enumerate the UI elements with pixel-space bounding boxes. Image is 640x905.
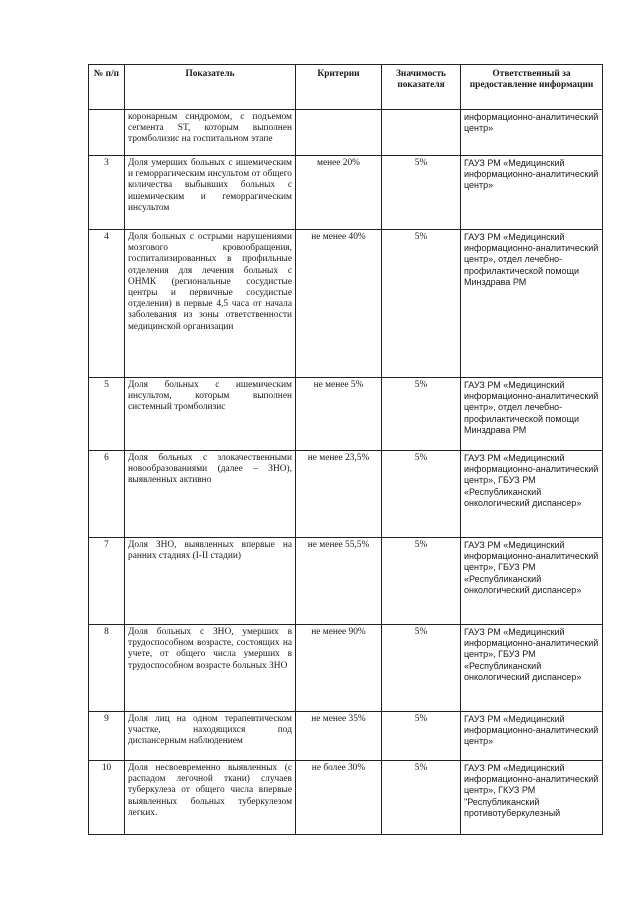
row-criteria: не менее 40%	[296, 230, 382, 378]
indicators-table	[88, 64, 603, 835]
row-num: 6	[89, 451, 125, 538]
row-criteria: не менее 55,5%	[296, 538, 382, 625]
row-num: 3	[89, 156, 125, 230]
table-row	[89, 156, 603, 230]
row-criteria: не менее 23,5%	[296, 451, 382, 538]
header-responsible: Ответственный за предоставление информации	[461, 65, 603, 110]
row-num	[89, 110, 125, 156]
row-indicator: Доля больных с злокачественными новообразованиями (далее – ЗНО), выявленных активно	[125, 451, 296, 538]
table-row	[89, 625, 603, 712]
row-criteria: менее 20%	[296, 156, 382, 230]
row-significance: 5%	[382, 156, 461, 230]
row-num: 10	[89, 761, 125, 835]
row-indicator: Доля несвоевременно выявленных (с распадом легочной ткани) случаев туберкулеза от общего числа впервые выявленных больных туберкулезом легких.	[125, 761, 296, 835]
header-num: № п/п	[89, 65, 125, 110]
row-responsible: ГАУЗ РМ «Медицинский информационно-аналитический центр», ГКУЗ РМ "Республиканский противотуберкулезный	[461, 761, 603, 835]
header-indicator: Показатель	[125, 65, 296, 110]
table-row	[89, 761, 603, 835]
row-responsible: ГАУЗ РМ «Медицинский информационно-аналитический центр», отдел лечебно-профилактической помощи Минздрава РМ	[461, 230, 603, 378]
row-significance: 5%	[382, 761, 461, 835]
row-responsible: ГАУЗ РМ «Медицинский информационно-аналитический центр», ГБУЗ РМ «Республиканский онкологический диспансер»	[461, 538, 603, 625]
row-criteria	[296, 110, 382, 156]
row-criteria: не более 30%	[296, 761, 382, 835]
row-indicator-text: коронарным синдромом, с подъемом сегмента ST, которым выполнен тромболизис на госпитальном этапе	[128, 112, 292, 145]
table-row	[89, 378, 603, 451]
header-significance: Значимость показателя	[382, 65, 461, 110]
row-indicator: Доля умерших больных с ишемическим и геморрагическим инсультом от общего количества выбывших больных с ишемическим и геморрагическим инсультом	[125, 156, 296, 230]
table-row	[89, 538, 603, 625]
row-num: 4	[89, 230, 125, 378]
header-criteria: Критерии	[296, 65, 382, 110]
row-indicator: Доля лиц на одном терапевтическом участке, находящихся под диспансерным наблюдением	[125, 712, 296, 761]
row-indicator	[125, 110, 296, 156]
row-criteria: не менее 35%	[296, 712, 382, 761]
row-criteria: не менее 5%	[296, 378, 382, 451]
row-responsible: ГАУЗ РМ «Медицинский информационно-аналитический центр», ГБУЗ РМ «Республиканский онкологический диспансер»	[461, 625, 603, 712]
table-row	[89, 712, 603, 761]
row-significance: 5%	[382, 625, 461, 712]
row-significance: 5%	[382, 230, 461, 378]
row-responsible: ГАУЗ РМ «Медицинский информационно-аналитический центр»	[461, 712, 603, 761]
table-row	[89, 230, 603, 378]
table-row	[89, 451, 603, 538]
row-significance	[382, 110, 461, 156]
row-significance: 5%	[382, 378, 461, 451]
row-responsible: информационно-аналитический центр»	[461, 110, 603, 156]
row-num: 5	[89, 378, 125, 451]
row-num: 9	[89, 712, 125, 761]
row-responsible: ГАУЗ РМ «Медицинский информационно-аналитический центр», отдел лечебно-профилактической помощи Минздрава РМ	[461, 378, 603, 451]
table-row	[89, 110, 603, 156]
row-significance: 5%	[382, 538, 461, 625]
table-header-row	[89, 65, 603, 110]
row-num: 7	[89, 538, 125, 625]
row-indicator: Доля больных с ишемическим инсультом, которым выполнен системный тромболизис	[125, 378, 296, 451]
row-responsible: ГАУЗ РМ «Медицинский информационно-аналитический центр», ГБУЗ РМ «Республиканский онкологический диспансер»	[461, 451, 603, 538]
row-criteria: не менее 90%	[296, 625, 382, 712]
row-num: 8	[89, 625, 125, 712]
row-responsible: ГАУЗ РМ «Медицинский информационно-аналитический центр»	[461, 156, 603, 230]
row-indicator: Доля ЗНО, выявленных впервые на ранних стадиях (I-II стадии)	[125, 538, 296, 625]
row-significance: 5%	[382, 712, 461, 761]
row-significance: 5%	[382, 451, 461, 538]
row-indicator: Доля больных с ЗНО, умерших в трудоспособном возрасте, состоящих на учете, от общего числа умерших в трудоспособном возрасте больных ЗНО	[125, 625, 296, 712]
row-indicator: Доля больных с острыми нарушениями мозгового кровообращения, госпитализированных в профильные отделения для лечения больных с ОНМК (региональные сосудистые центры и первичные сосудистые отделения) в первые 4,5 часа от начала заболевания из зоны ответственности медицинской организации	[125, 230, 296, 378]
